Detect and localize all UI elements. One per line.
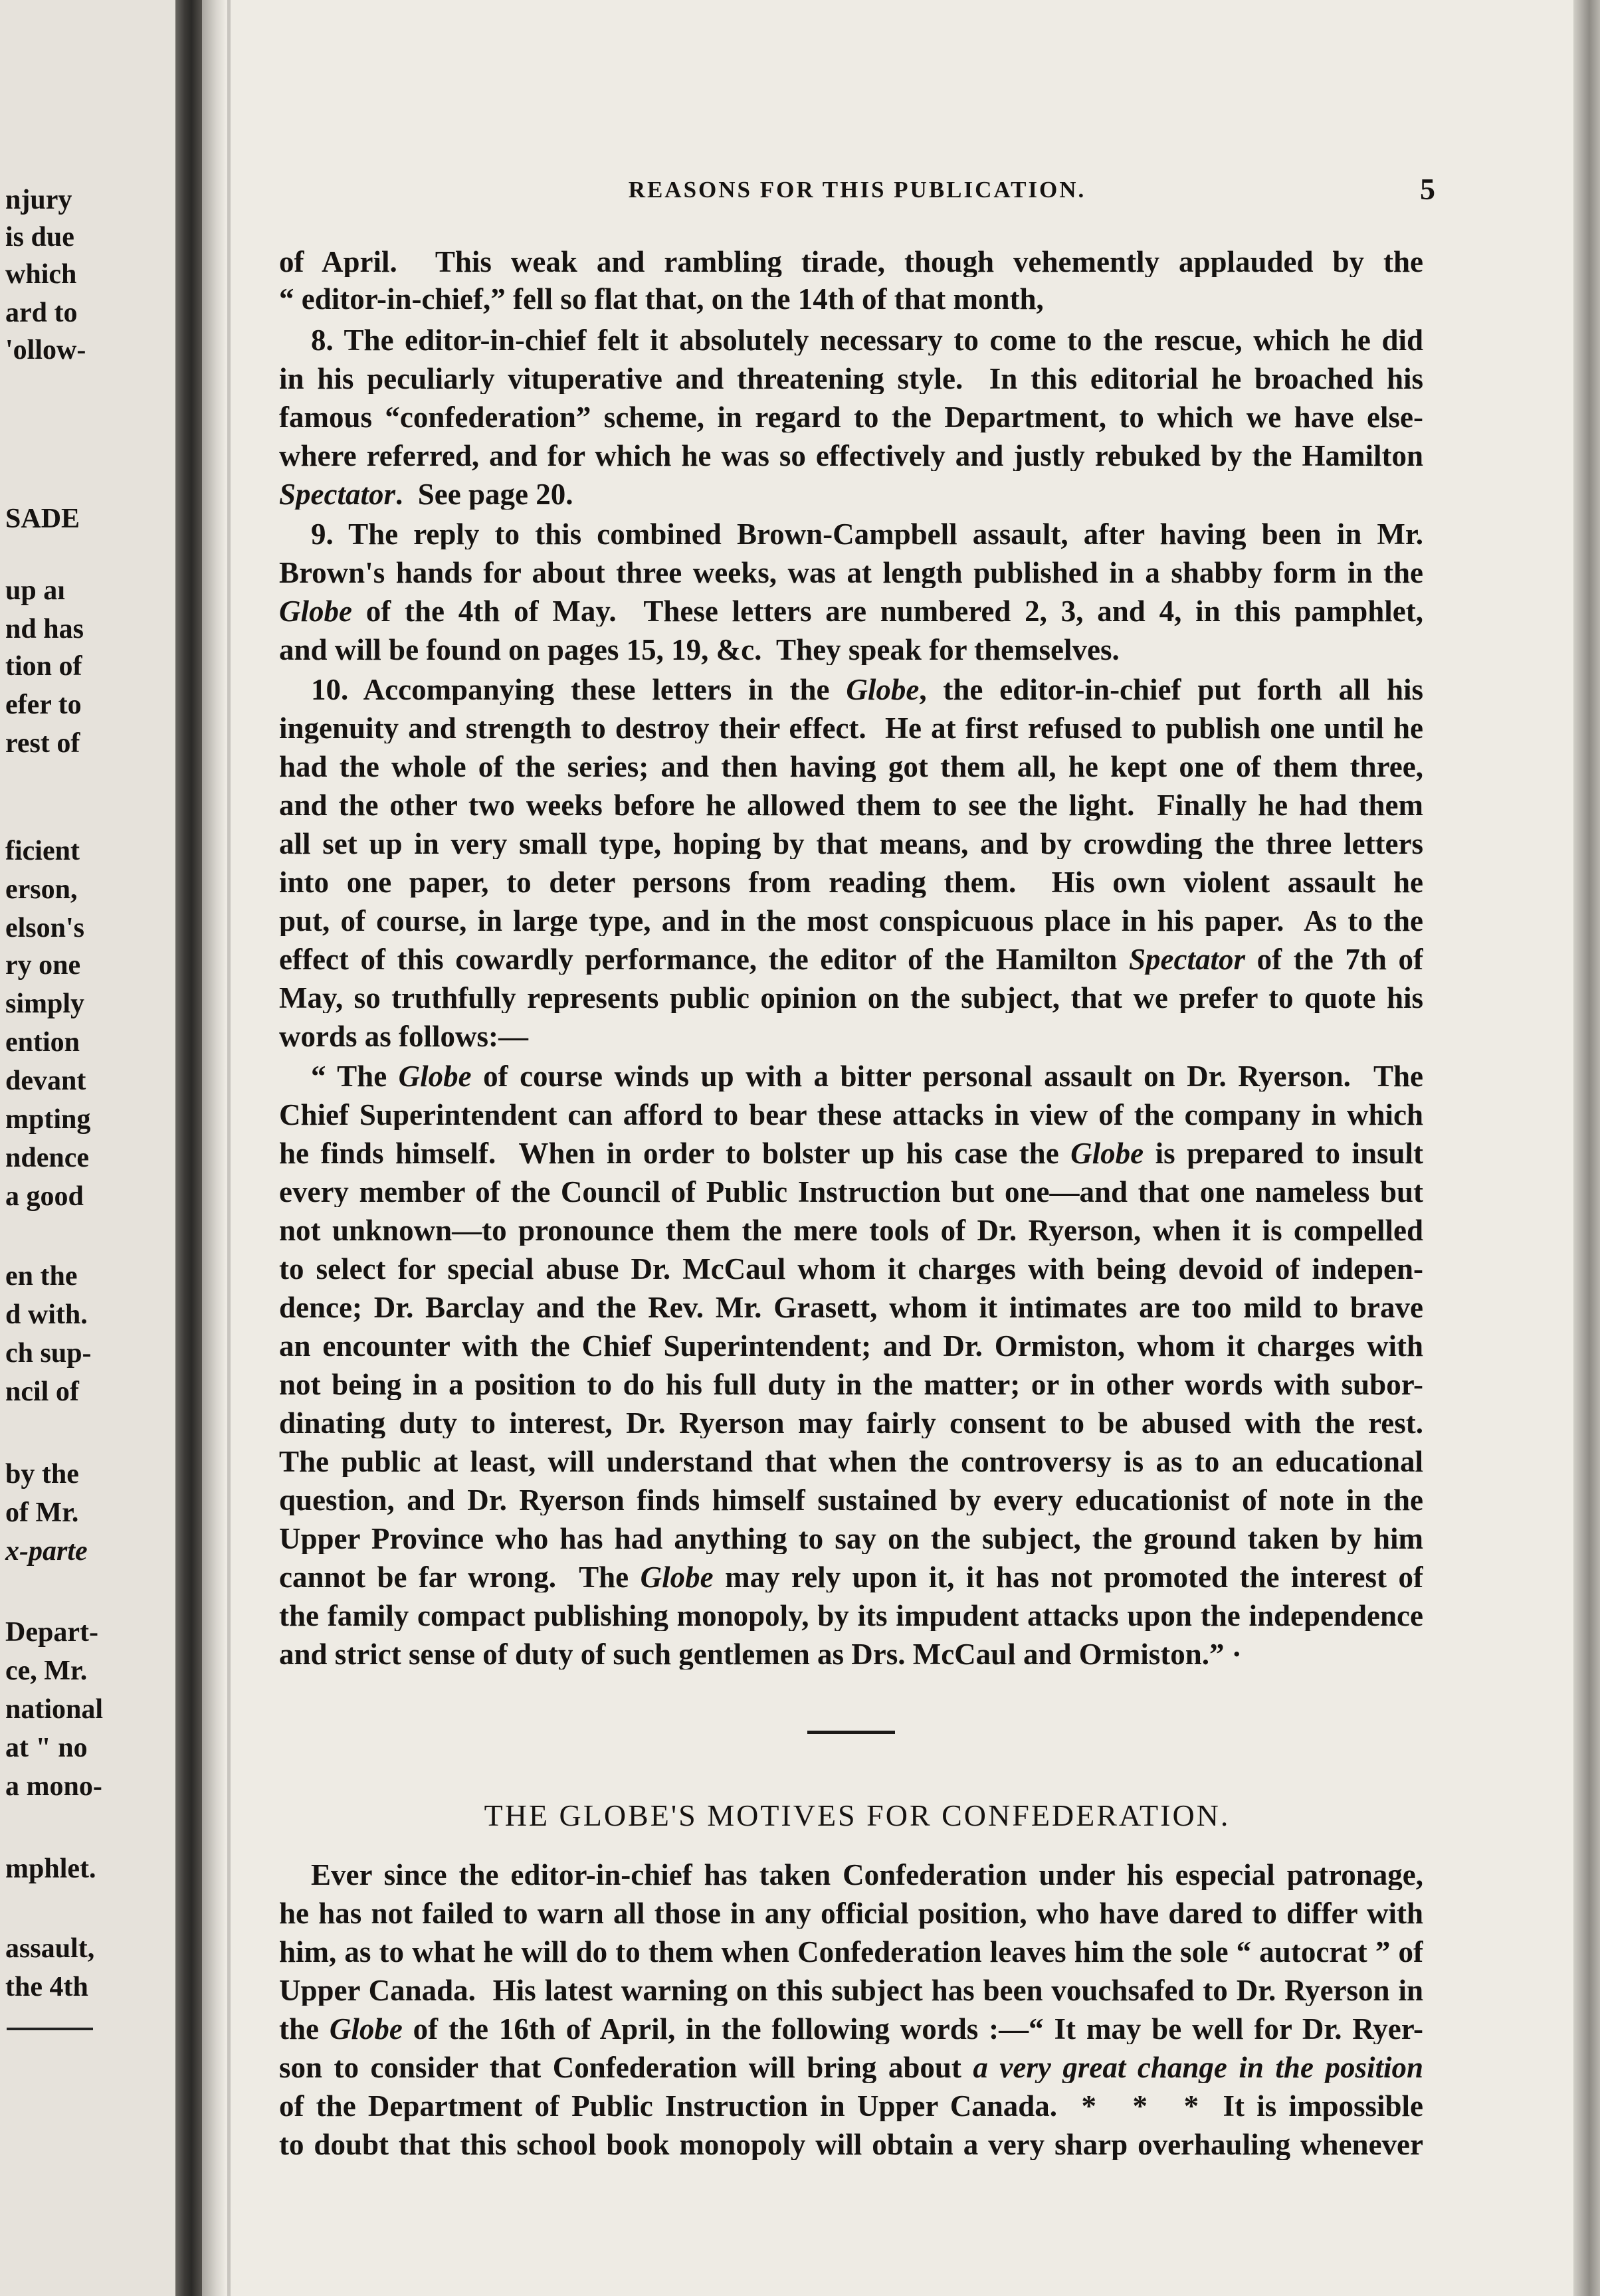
text-line: effect of this cowardly performance, the editor of the Hamilton Spectator of the 7th of: [279, 945, 1423, 975]
text-line: had the whole of the series; and then having got them all, he kept one of them three,: [279, 752, 1423, 782]
previous-page-fragment: which: [5, 259, 77, 290]
text-line: 10. Accompanying these letters in the Globe, the editor-in-chief put forth all his: [311, 675, 1423, 705]
text-line: Upper Canada. His latest warning on this subject has been vouchsafed to Dr. Ryerson in: [279, 1976, 1423, 2006]
text-line: cannot be far wrong. The Globe may rely upon it, it has not promoted the interest of: [279, 1563, 1423, 1592]
text-line: the Globe of the 16th of April, in the following words :—“ It may be well for Dr. Ryer-: [279, 2014, 1423, 2044]
text-line: question, and Dr. Ryerson finds himself sustained by every educationist of note in the: [279, 1485, 1423, 1515]
previous-page-fragment: d with.: [5, 1299, 88, 1330]
text-line: put, of course, in large type, and in the most conspicuous place in his paper. As to the: [279, 906, 1423, 936]
previous-page-fragment: x-parte: [5, 1536, 88, 1567]
previous-page-fragment: mpting: [5, 1104, 91, 1135]
text-line: Upper Province who has had anything to say on the subject, the ground taken by him: [279, 1524, 1423, 1554]
running-head: REASONS FOR THIS PUBLICATION.: [628, 177, 1086, 203]
gutter-shadow: [202, 0, 226, 2296]
previous-page-fragment: at " no: [5, 1733, 88, 1763]
text-line: 9. The reply to this combined Brown-Campbell assault, after having been in Mr.: [311, 520, 1423, 549]
text-line: not unknown—to pronounce them the mere tools of Dr. Ryerson, when it is compelled: [279, 1216, 1423, 1246]
previous-page-edge: [0, 0, 179, 2296]
previous-page-fragment: ce, Mr.: [5, 1656, 88, 1686]
previous-page-fragment: rest of: [5, 728, 80, 759]
text-line: and strict sense of duty of such gentlemen as Drs. McCaul and Ormiston.” ·: [279, 1640, 1242, 1670]
previous-page-fragment: mphlet.: [5, 1854, 96, 1884]
text-line: and will be found on pages 15, 19, &c. They speak for themselves.: [279, 635, 1120, 665]
text-line: Chief Superintendent can afford to bear these attacks in view of the company in which: [279, 1100, 1423, 1130]
previous-page-fragment: up aı: [5, 575, 65, 606]
text-line: “ editor-in-chief,” fell so flat that, on the 14th of that month,: [279, 284, 1044, 314]
text-line: of the Department of Public Instruction in Upper Canada. * * * It is impossible: [279, 2091, 1423, 2121]
text-line: 8. The editor-in-chief felt it absolutely necessary to come to the rescue, which he did: [311, 326, 1423, 355]
previous-page-fragment: a good: [5, 1181, 84, 1212]
previous-page-fragment: en the: [5, 1261, 78, 1292]
text-line: all set up in very small type, hoping by that means, and by crowding the three letters: [279, 829, 1423, 859]
text-line: in his peculiarly vituperative and threatening style. In this editorial he broached his: [279, 364, 1423, 394]
text-line: where referred, and for which he was so effectively and justly rebuked by the Hamilton: [279, 441, 1423, 471]
text-line: The public at least, will understand that when the controversy is as to an educational: [279, 1447, 1423, 1477]
previous-page-fragment: nd has: [5, 614, 84, 644]
text-line: the family compact publishing monopoly, by its impudent attacks upon the independence: [279, 1601, 1423, 1631]
text-line: he has not failed to warn all those in any official position, who have dared to differ with: [279, 1899, 1423, 1929]
text-line: he finds himself. When in order to bolster up his case the Globe is prepared to insult: [279, 1139, 1423, 1169]
previous-page-fragment: is due: [5, 222, 74, 252]
text-line: dinating duty to interest, Dr. Ryerson may fairly consent to be abused with the rest.: [279, 1408, 1423, 1438]
text-line: Ever since the editor-in-chief has taken Confederation under his especial patronage,: [311, 1860, 1423, 1890]
previous-page-fragment: ficient: [5, 836, 80, 866]
previous-page-fragment: simply: [5, 989, 85, 1019]
text-line: every member of the Council of Public Instruction but one—and that one nameless but: [279, 1177, 1423, 1207]
previous-page-fragment: erson,: [5, 874, 78, 905]
previous-page-fragment: ention: [5, 1027, 80, 1058]
previous-page-fragment: by the: [5, 1459, 79, 1489]
previous-page-rule: [7, 2028, 93, 2030]
page-right-edge: [1573, 0, 1600, 2296]
text-line: famous “confederation” scheme, in regard to the Department, to which we have else-: [279, 403, 1423, 432]
section-divider: [807, 1731, 895, 1734]
previous-page-fragment: the 4th: [5, 1972, 88, 2002]
previous-page-fragment: devant: [5, 1066, 86, 1096]
previous-page-fragment: SADE: [5, 504, 80, 534]
page-number: 5: [1420, 172, 1435, 206]
previous-page-fragment: ncil of: [5, 1377, 79, 1407]
text-line: him, as to what he will do to them when Confederation leaves him the sole “ autocrat ” of: [279, 1937, 1423, 1967]
book-page: [279, 0, 1435, 2296]
previous-page-fragment: assault,: [5, 1933, 95, 1964]
text-line: Brown's hands for about three weeks, was at length published in a shabby form in the: [279, 558, 1423, 588]
previous-page-fragment: national: [5, 1694, 104, 1725]
previous-page-fragment: a mono-: [5, 1771, 102, 1802]
text-line: dence; Dr. Barclay and the Rev. Mr. Grasett, whom it intimates are too mild to brave: [279, 1293, 1423, 1323]
text-line: to select for special abuse Dr. McCaul whom it charges with being devoid of indepen-: [279, 1254, 1423, 1284]
text-line: not being in a position to do his full duty in the matter; or in other words with subor-: [279, 1370, 1423, 1400]
previous-page-fragment: tion of: [5, 651, 82, 682]
previous-page-fragment: ch sup-: [5, 1338, 92, 1369]
previous-page-fragment: efer to: [5, 690, 82, 720]
text-line: Spectator. See page 20.: [279, 480, 573, 510]
previous-page-fragment: Depart-: [5, 1617, 98, 1648]
text-line: “ The Globe of course winds up with a bitter personal assault on Dr. Ryerson. The: [311, 1062, 1423, 1092]
text-line: into one paper, to deter persons from reading them. His own violent assault he: [279, 868, 1423, 898]
previous-page-fragment: 'ollow-: [5, 335, 86, 365]
text-line: an encounter with the Chief Superintendent; and Dr. Ormiston, whom it charges with: [279, 1331, 1423, 1361]
text-line: ingenuity and strength to destroy their effect. He at first refused to publish one until he: [279, 714, 1423, 743]
previous-page-fragment: ndence: [5, 1143, 89, 1173]
book-gutter: [175, 0, 202, 2296]
text-line: of April. This weak and rambling tirade, though vehemently applauded by the: [279, 247, 1423, 277]
previous-page-fragment: ard to: [5, 298, 78, 328]
previous-page-fragment: of Mr.: [5, 1497, 79, 1528]
previous-page-fragment: elson's: [5, 913, 85, 943]
gutter-line: [227, 0, 231, 2296]
text-line: May, so truthfully represents public opinion on the subject, that we prefer to quote his: [279, 983, 1423, 1013]
previous-page-fragment: ry one: [5, 950, 81, 981]
text-line: Globe of the 4th of May. These letters are numbered 2, 3, and 4, in this pamphlet,: [279, 597, 1423, 626]
text-line: to doubt that this school book monopoly will obtain a very sharp overhauling whenever: [279, 2130, 1423, 2160]
text-line: and the other two weeks before he allowed them to see the light. Finally he had them: [279, 791, 1423, 820]
previous-page-fragment: njury: [5, 185, 72, 215]
section-heading: THE GLOBE'S MOTIVES FOR CONFEDERATION.: [484, 1798, 1231, 1832]
text-line: words as follows:—: [279, 1022, 529, 1052]
text-line: son to consider that Confederation will bring about a very great change in the position: [279, 2053, 1423, 2083]
